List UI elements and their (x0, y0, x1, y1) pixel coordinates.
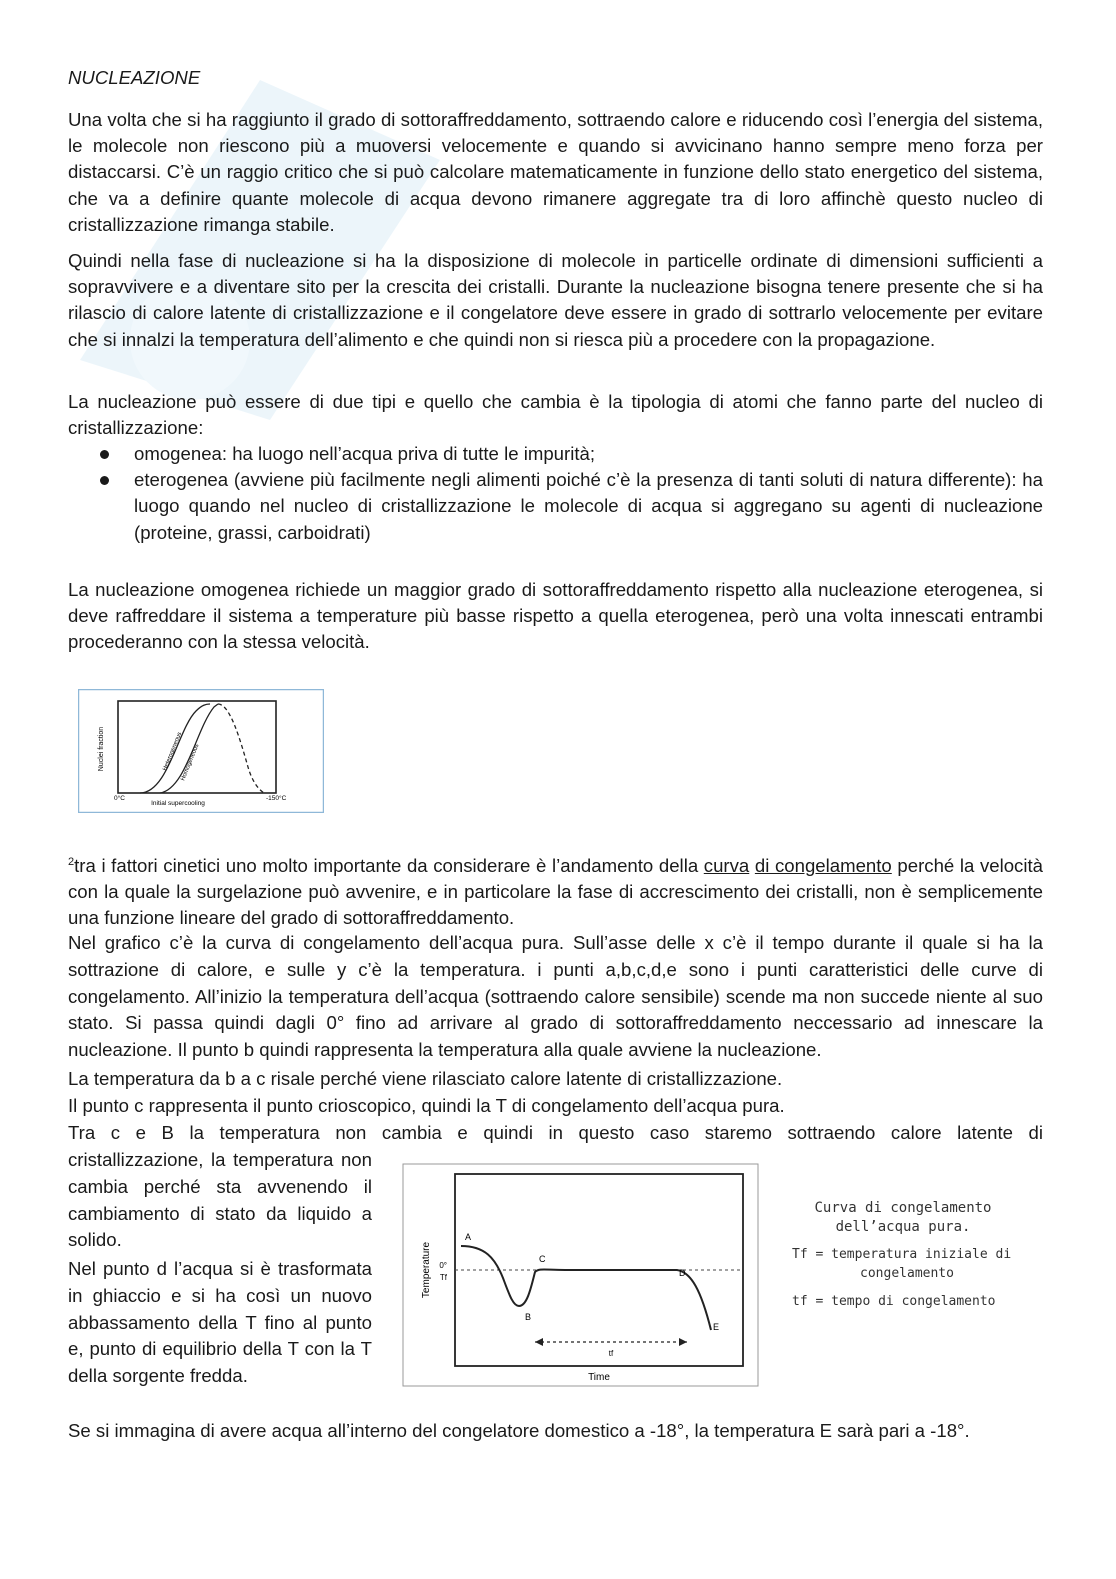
y-mark-tf: Tf (439, 1273, 447, 1282)
paragraph-comparison: La nucleazione omogenea richiede un maggior grado di sottoraffreddamento rispetto alla nucleazione eterogenea, si deve raffreddare il sistema a temperature più basse rispetto a quella eterogenea, però una volta innescati entrambi procederanno con la stessa velocità. (68, 579, 1043, 653)
fig2-xlabel: Time (588, 1372, 610, 1383)
point-label: C (539, 1254, 546, 1264)
paragraph-c-to-b: Tra c e B la temperatura non cambia e quindi in questo caso staremo sottraendo calore latente di (68, 1122, 1043, 1143)
bullet-icon (100, 476, 109, 485)
list-item (68, 441, 1043, 467)
tf-interval-label: tf (608, 1349, 614, 1358)
list-item-text: eterogenea (avviene più facilmente negli alimenti poiché c’è la presenza di tanti soluti di natura differente): ha luogo quando nel nucleo di cristallizzazione le molecole di acqua si aggregano su agenti di nucleazione (proteine, grassi, carboidrati) (134, 469, 1043, 543)
paragraph-kinetics (68, 849, 1043, 932)
nucleation-types-list (68, 441, 1043, 546)
paragraph-intro: Una volta che si ha raggiunto il grado di sottoraffreddamento, sottraendo calore e riducendo così l’energia del sistema, le molecole non riescono più a muoversi velocemente e quando si avvicinano hanno sempre meno forza per distaccarsi. C’è un raggio critico che si può calcolare matematicamente in funzione dello stato energetico del sistema, che va a definire quante molecole di acqua devono rimanere aggregate tra di loro affinchè questo nucleo di cristallizzazione rimanga stabile. (68, 109, 1043, 235)
freezing-curve-figure (395, 1160, 1043, 1392)
fig1-ylabel: Nuclei fraction (98, 726, 105, 772)
point-label: E (713, 1322, 720, 1332)
legend-tf: Tf = temperatura iniziale di (792, 1247, 1012, 1262)
fig1-x-start: 0°C (114, 795, 125, 802)
fig1-curve-label: Heterogeneous (162, 731, 184, 772)
point-label: A (465, 1232, 472, 1242)
paragraph-text: perché la velocità con la quale la surgelazione può avvenire, e in particolare la fase di accrescimento dei cristalli, non è semplicemente una funzione lineare del grado di sottoraffreddamento. (68, 855, 1043, 929)
underlined-term: di congelamento (754, 855, 892, 876)
point-label: D (679, 1268, 686, 1278)
paragraph-point-d: Nel punto d l’acqua si è trasformata in ghiaccio e si ha così un nuovo abbassamento della T fino al punto e, punto di equilibrio della T con la T della sorgente fredda. (68, 1258, 372, 1387)
paragraph-text: tra i fattori cinetici uno molto importante da considerare è l’andamento della (74, 855, 704, 876)
legend-tf-time: tf = tempo di congelamento (792, 1294, 996, 1309)
underlined-term: curva (703, 855, 750, 876)
fig1-x-end: -150°C (266, 795, 287, 802)
point-label: B (525, 1312, 532, 1322)
paragraph-point-c: Il punto c rappresenta il punto crioscopico, quindi la T di congelamento dell’acqua pura. (68, 1095, 785, 1116)
fig2-ylabel: Temperature (421, 1241, 432, 1299)
paragraph-nucleation-types: La nucleazione può essere di due tipi e quello che cambia è la tipologia di atomi che fanno parte del nucleo di cristallizzazione: (68, 391, 1043, 439)
section-heading: NUCLEAZIONE (68, 67, 201, 88)
fig1-xlabel: Initial supercooling (151, 800, 205, 807)
figure-panel (403, 1164, 758, 1386)
y-mark-zero: 0° (439, 1261, 447, 1270)
paragraph-conclusion: Se si immagina di avere acqua all’interno del congelatore domestico a -18°, la temperatura E sarà pari a -18°. (68, 1420, 970, 1441)
list-item (68, 467, 1043, 546)
fig1-curve-label: Homogeneous (180, 743, 201, 782)
paragraph-nucleation-phase: Quindi nella fase di nucleazione si ha la disposizione di molecole in particelle ordinate di dimensioni sufficienti a sopravvivere e a diventare sito per la crescita dei cristalli. Durante la nucleazione bisogna tenere presente che si ha rilascio di calore latente di cristallizzazione e il congelatore deve essere in grado di sottrarlo velocemente per evitare che si innalzi la temperatura dell’alimento e che quindi non si riesca più a procedere con la propagazione. (68, 250, 1043, 350)
bullet-icon (100, 450, 109, 459)
footnote-marker: 2 (68, 856, 75, 868)
legend-title: Curva di congelamento (814, 1200, 992, 1216)
watermark-logo-icon (40, 40, 470, 440)
legend-tf: congelamento (860, 1266, 954, 1281)
legend-title: dell’acqua pura. (835, 1219, 971, 1235)
paragraph-state-change: cristallizzazione, la temperatura non cambia perché sta avvenendo il cambiamento di stato da liquido a solido. (68, 1149, 372, 1251)
nucleation-figure (78, 689, 324, 813)
paragraph-b-to-c: La temperatura da b a c risale perché viene rilasciato calore latente di cristallizzazione. (68, 1068, 783, 1089)
paragraph-graph-description: Nel grafico c’è la curva di congelamento dell’acqua pura. Sull’asse delle x c’è il tempo durante il quale si ha la sottrazione di calore, e sulle y c’è la temperatura. i punti a,b,c,d,e sono i punti caratteristici delle curve di congelamento. All’inizio la temperatura dell’acqua (sottraendo calore sensibile) scende ma non succede niente al suo stato. Si passa quindi dagli 0° fino ad arrivare al grado di sottoraffreddamento neccessario ad innescare la nucleazione. Il punto b quindi rappresenta la temperatura alla quale avviene la nucleazione. (68, 932, 1043, 1061)
list-item-text: omogenea: ha luogo nell’acqua priva di tutte le impurità; (134, 443, 596, 464)
